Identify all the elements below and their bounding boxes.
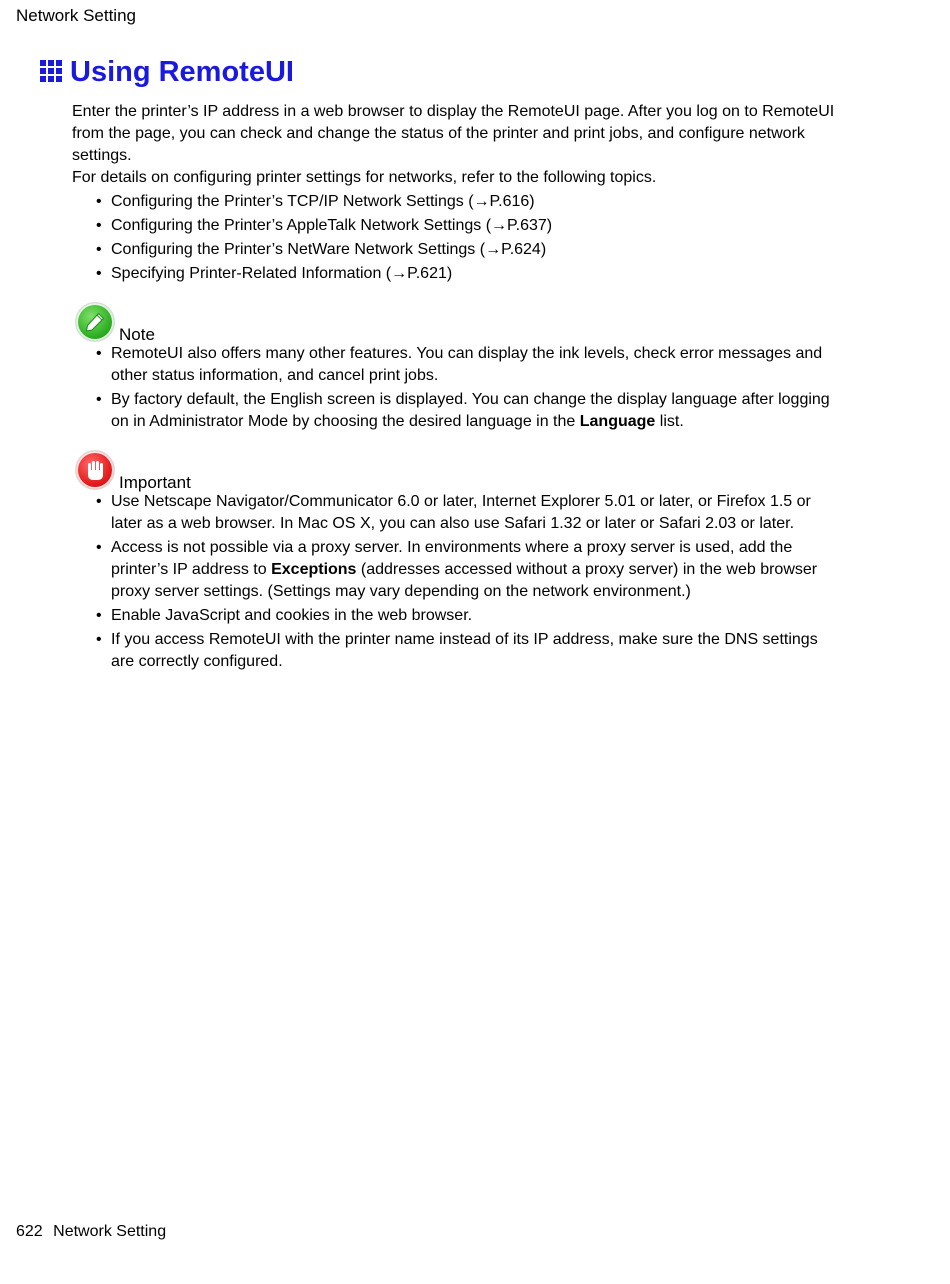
topic-link-tcpip[interactable]: • Configuring the Printer’s TCP/IP Network Settings (→P.616): [96, 191, 844, 213]
language-term: Language: [579, 413, 656, 430]
footer-section-name: Network Setting: [53, 1223, 167, 1240]
important-item-text-end: (addresses accessed without a proxy server) in the web browser proxy server settings. (Settings may vary depending on the network environment.): [111, 561, 818, 600]
topics-lead: For details on configuring printer settings for networks, refer to the following topics.: [72, 169, 657, 186]
note-item: • RemoteUI also offers many other features. You can display the ink levels, check error messages and other status information, and cancel print jobs.: [96, 343, 844, 387]
page-title: Using RemoteUI: [70, 56, 294, 88]
important-item: [96, 537, 844, 603]
note-list: [72, 343, 844, 433]
important-item: • Enable JavaScript and cookies in the web browser.: [96, 605, 844, 627]
page-footer: [16, 1223, 166, 1241]
topic-link-netware[interactable]: • Configuring the Printer’s NetWare Network Settings (→P.624): [96, 239, 844, 261]
important-list: [72, 491, 844, 673]
important-item: • Use Netscape Navigator/Communicator 6.0 or later, Internet Explorer 5.01 or later, or Firefox 1.5 or later as a web browser. In Mac OS X, you can also use Safari 1.32 or later or Safari 2.03 or later.: [96, 491, 844, 535]
exceptions-term: Exceptions: [271, 561, 357, 578]
topics-list: [72, 191, 844, 285]
running-header: Network Setting: [16, 6, 136, 25]
note-item-text-end: list.: [655, 413, 684, 430]
note-heading: [72, 295, 844, 344]
important-item-text: Access is not possible via a proxy server. In environments where a proxy server is used, add the printer’s IP address to: [111, 539, 793, 578]
section-heading: [40, 54, 294, 90]
pencil-note-icon: [76, 303, 114, 341]
stop-hand-icon: [76, 451, 114, 489]
page-number: 622: [16, 1223, 43, 1240]
topic-link-printer-info[interactable]: • Specifying Printer-Related Information (→P.621): [96, 263, 844, 285]
note-item: [96, 389, 844, 433]
note-item-text: By factory default, the English screen is displayed. You can change the display language after logging on in Administrator Mode by choosing the desired language in the: [111, 391, 830, 430]
note-label: Note: [119, 325, 155, 344]
main-content: [72, 101, 844, 675]
grid-bullet-icon: [40, 60, 64, 84]
intro-paragraph: Enter the printer’s IP address in a web browser to display the RemoteUI page. After you log on to RemoteUI from the page, you can check and change the status of the printer and print jobs, and configure network settings.: [72, 103, 835, 164]
important-label: Important: [119, 473, 191, 492]
topic-link-appletalk[interactable]: • Configuring the Printer’s AppleTalk Network Settings (→P.637): [96, 215, 844, 237]
important-heading: [72, 443, 844, 492]
important-item: • If you access RemoteUI with the printer name instead of its IP address, make sure the DNS settings are correctly configured.: [96, 629, 844, 673]
